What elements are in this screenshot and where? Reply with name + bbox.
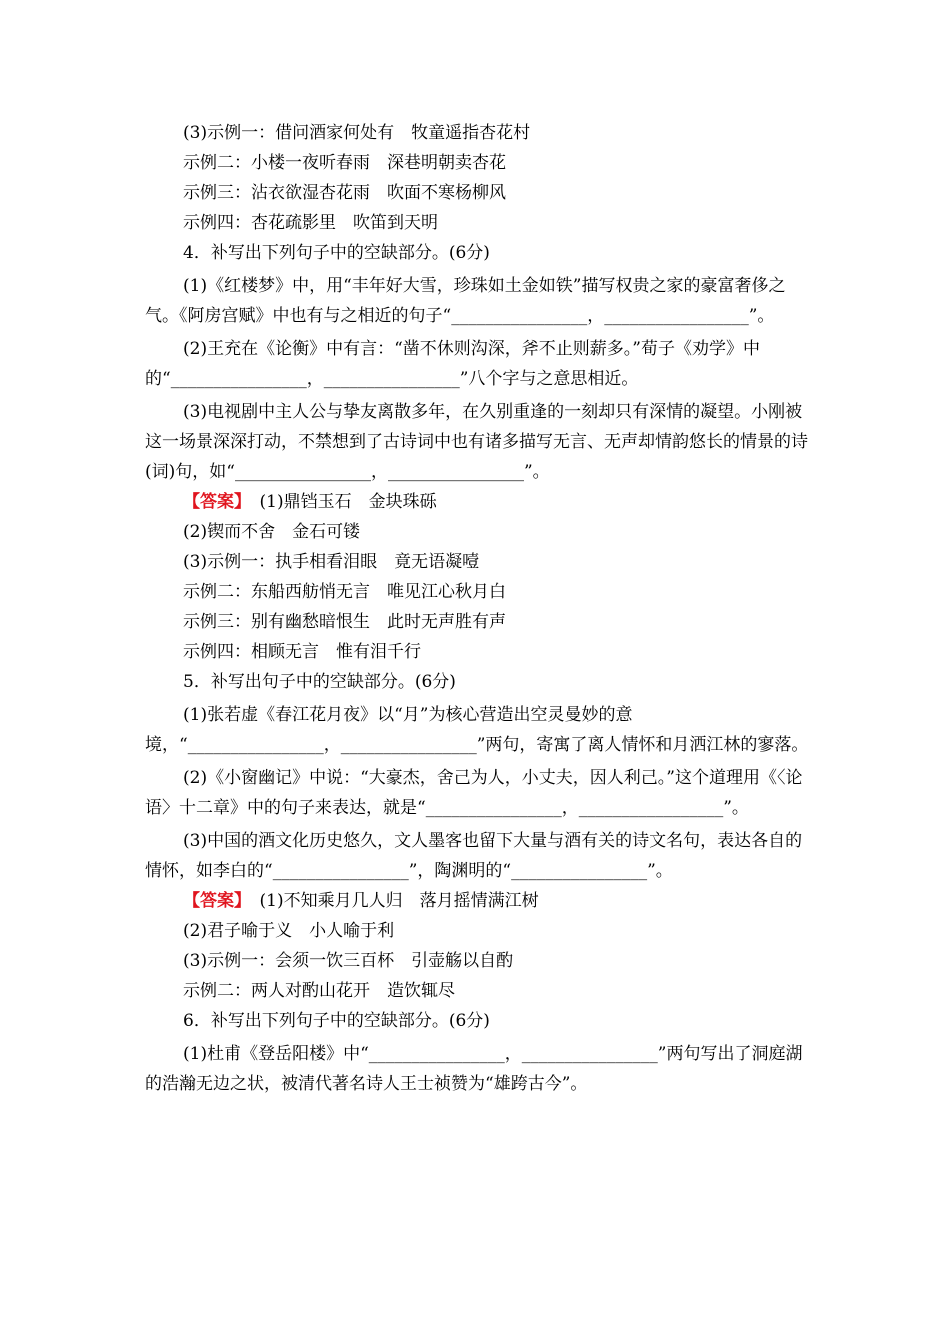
question-6-title: 6．补写出下列句子中的空缺部分。(6分)	[183, 1011, 490, 1031]
answer-line: (2)君子喻于义 小人喻于利	[183, 921, 395, 941]
answer-line: 示例三：别有幽愁暗恨生 此时无声胜有声	[183, 612, 506, 632]
line-example-1: (3)示例一：借问酒家何处有 牧童遥指杏花村	[183, 123, 531, 143]
question-4-part-1: (1)《红楼梦》中，用“丰年好大雪，珍珠如土金如铁”描写权贵之家的豪富奢侈之气。《阿房宫赋》中也有与之相近的句子“________________，_________________”。	[145, 276, 786, 326]
question-5-title: 5．补写出句子中的空缺部分。(6分)	[183, 672, 456, 692]
answer-line: (1)鼎铛玉石 金块珠砾	[242, 492, 437, 512]
question-4-answer	[145, 487, 810, 517]
question-4-part-2: (2)王充在《论衡》中有言：“凿不休则沟深，斧不止则薪多。”荀子《劝学》中的“________________，________________”八个字与之意思相近。	[145, 339, 760, 389]
question-5-part-2: (2)《小窗幽记》中说：“大豪杰，舍己为人，小丈夫，因人利己。”这个道理用《〈论语〉十二章》中的句子来表达，就是“________________，_________________”。	[145, 768, 803, 818]
question-5-part-1: (1)张若虚《春江花月夜》以“月”为核心营造出空灵曼妙的意境，“________________，________________”两句，寄寓了离人情怀和月洒江林的寥落。	[145, 705, 809, 755]
answer-tag: 【答案】	[183, 891, 243, 911]
answer-line: (1)不知乘月几人归 落月摇情满江树	[242, 891, 539, 911]
line-example-2: 示例二：小楼一夜听春雨 深巷明朝卖杏花	[183, 153, 506, 173]
line-example-3: 示例三：沾衣欲湿杏花雨 吹面不寒杨柳风	[183, 183, 506, 203]
answer-line: (2)锲而不舍 金石可镂	[183, 522, 361, 542]
answer-line: 示例二：东船西舫悄无言 唯见江心秋月白	[183, 582, 506, 602]
question-5-answer	[145, 886, 810, 916]
question-4-part-3: (3)电视剧中主人公与挚友离散多年，在久别重逢的一刻却只有深情的凝望。小刚被这一场景深深打动，不禁想到了古诗词中也有诸多描写无言、无声却情韵悠长的情景的诗(词)句，如“________________，________________”。	[145, 402, 808, 482]
document-page	[145, 118, 810, 1099]
question-4-title: 4．补写出下列句子中的空缺部分。(6分)	[183, 243, 490, 263]
answer-line: (3)示例一：会须一饮三百杯 引壶觞以自酌	[183, 951, 514, 971]
question-6-part-1: (1)杜甫《登岳阳楼》中“________________，________________”两句写出了洞庭湖的浩瀚无边之状，被清代著名诗人王士祯赞为“雄跨古今”。	[145, 1044, 803, 1094]
answer-line: (3)示例一：执手相看泪眼 竟无语凝噎	[183, 552, 480, 572]
line-example-4: 示例四：杏花疏影里 吹笛到天明	[183, 213, 438, 233]
question-5-part-3: (3)中国的酒文化历史悠久，文人墨客也留下大量与酒有关的诗文名句，表达各自的情怀，如李白的“________________”，陶渊明的“________________”。	[145, 831, 803, 881]
answer-tag: 【答案】	[183, 492, 243, 512]
answer-line: 示例四：相顾无言 惟有泪千行	[183, 642, 421, 662]
answer-line: 示例二：两人对酌山花开 造饮辄尽	[183, 981, 455, 1001]
